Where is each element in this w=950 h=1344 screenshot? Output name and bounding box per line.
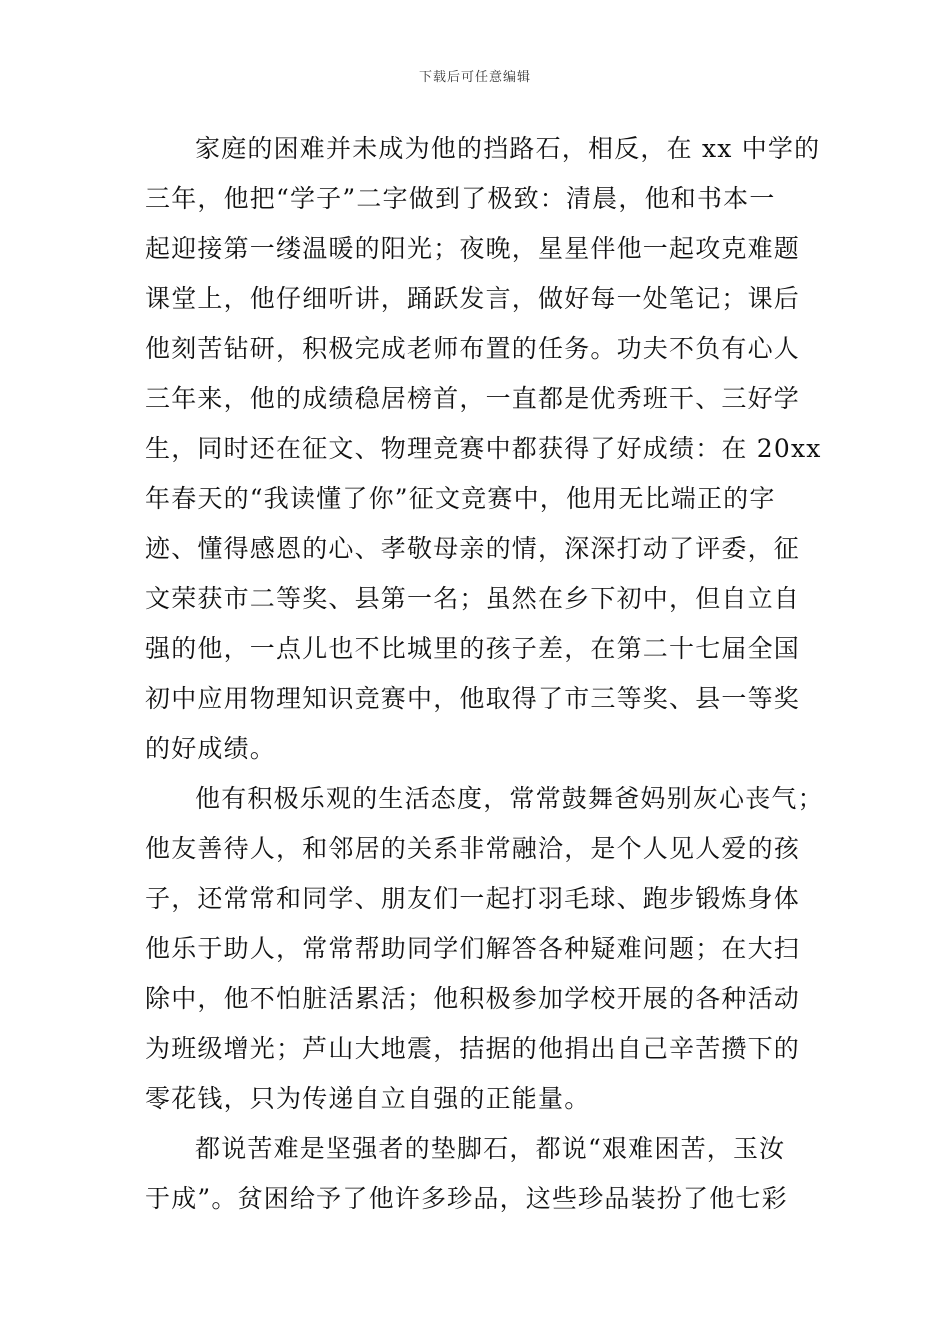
- page-header: 下载后可任意编辑: [418, 70, 531, 85]
- text-line: 三年来，他的成绩稳居榜首，一直都是优秀班干、三好学: [145, 384, 801, 413]
- text-line: 家庭的困难并未成为他的挡路石，相反，在 xx 中学的: [195, 134, 821, 163]
- text-line: 他友善待人，和邻居的关系非常融洽，是个人见人爱的孩: [145, 834, 801, 863]
- text-line: 为班级增光；芦山大地震，拮据的他捐出自己辛苦攒下的: [145, 1034, 801, 1063]
- text-line: 生，同时还在征文、物理竞赛中都获得了好成绩：在 20xx: [145, 434, 822, 463]
- text-line: 迹、懂得感恩的心、孝敬母亲的情，深深打动了评委，征: [145, 534, 801, 563]
- text-line: 课堂上，他仔细听讲，踊跃发言，做好每一处笔记；课后: [145, 284, 801, 313]
- text-line: 于成”。贫困给予了他许多珍品，这些珍品装扮了他七彩: [145, 1184, 788, 1213]
- paragraph: [145, 1124, 810, 1224]
- paragraph: [145, 774, 824, 1124]
- text-line: 的好成绩。: [145, 734, 277, 763]
- text-line: 零花钱，只为传递自立自强的正能量。: [145, 1084, 591, 1113]
- text-line: 初中应用物理知识竞赛中，他取得了市三等奖、县一等奖: [145, 684, 801, 713]
- text-line: 年春天的“我读懂了你”征文竞赛中，他用无比端正的字: [145, 484, 776, 513]
- text-line: 子，还常常和同学、朋友们一起打羽毛球、跑步锻炼身体: [145, 884, 801, 913]
- text-line: 他乐于助人，常常帮助同学们解答各种疑难问题；在大扫: [145, 934, 801, 963]
- text-line: 除中，他不怕脏活累活；他积极参加学校开展的各种活动: [145, 984, 801, 1013]
- text-line: 都说苦难是坚强者的垫脚石，都说“艰难困苦，玉汝: [195, 1134, 786, 1163]
- text-line: 起迎接第一缕温暖的阳光；夜晚，星星伴他一起攻克难题: [145, 234, 801, 263]
- paragraph: [145, 124, 822, 774]
- document-body: [145, 124, 824, 1224]
- text-line: 文荣获市二等奖、县第一名；虽然在乡下初中，但自立自: [145, 584, 801, 613]
- text-line: 强的他，一点儿也不比城里的孩子差，在第二十七届全国: [145, 634, 801, 663]
- text-line: 他有积极乐观的生活态度，常常鼓舞爸妈别灰心丧气；: [195, 784, 824, 813]
- text-line: 三年，他把“学子”二字做到了极致：清晨，他和书本一: [145, 184, 776, 213]
- text-line: 他刻苦钻研，积极完成老师布置的任务。功夫不负有心人: [145, 334, 801, 363]
